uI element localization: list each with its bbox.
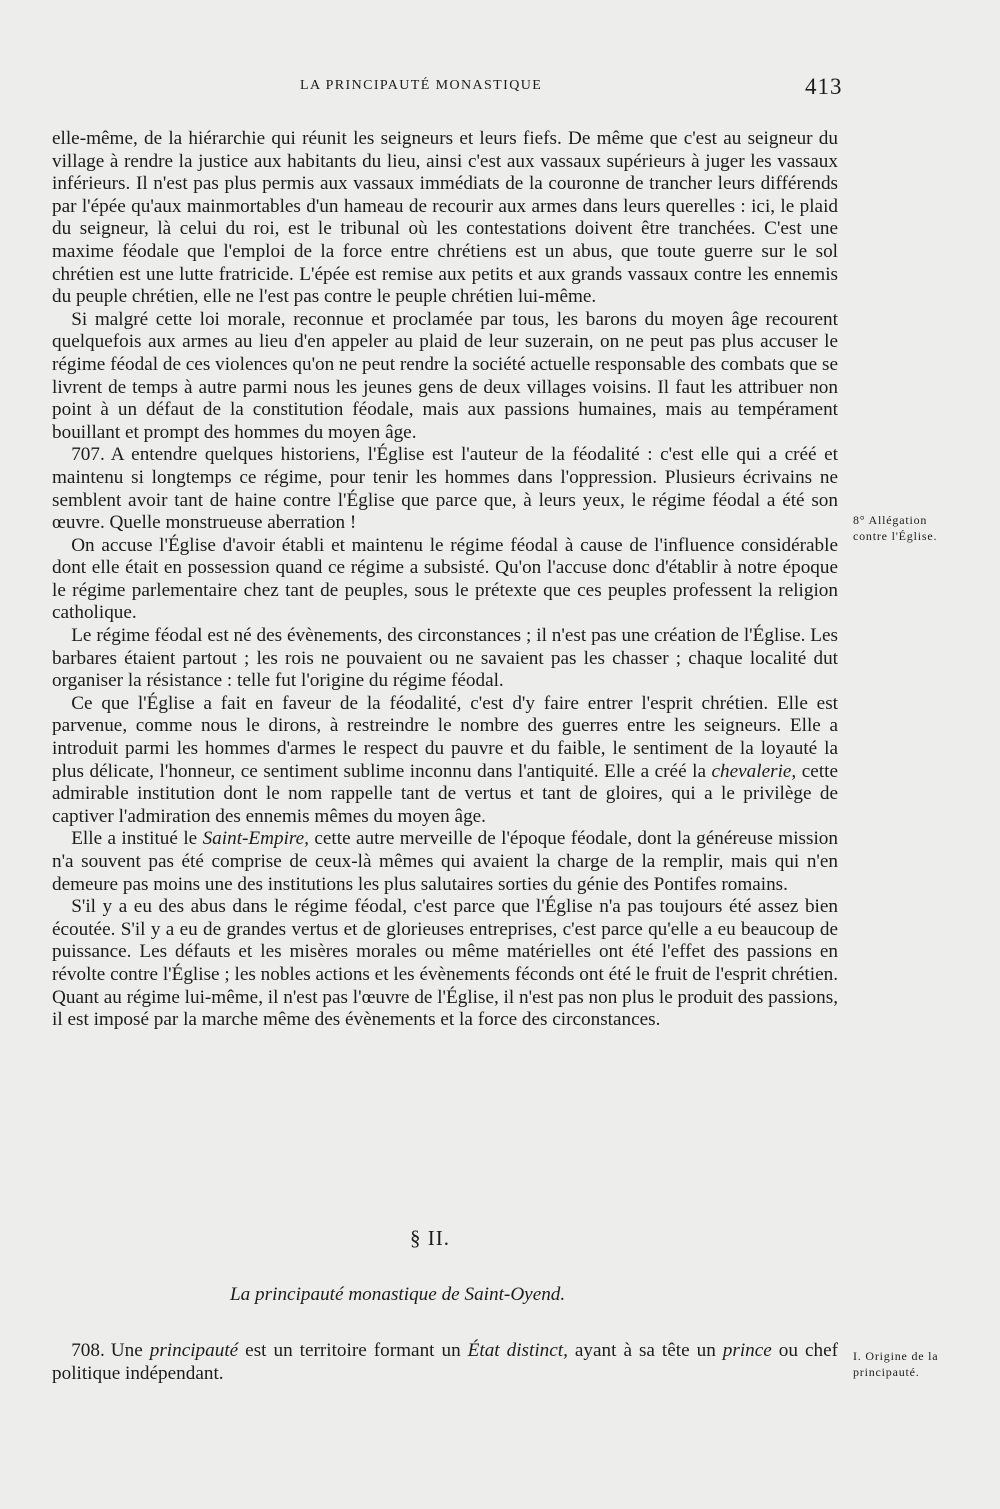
paragraph-708 — [52, 1340, 838, 1385]
italic-term: chevalerie, — [711, 760, 797, 782]
paragraph: Elle a institué le Saint-Empire, cette autre merveille de l'époque féodale, dont la généreuse mission n'a souvent pas été comprise de ceux-là mêmes qui avaient la charge de la remplir, mais qui n'en demeure pas moins une des institutions les plus salutaires sorties du génie des Pontifes romains. — [52, 828, 838, 895]
paragraph: S'il y a eu des abus dans le régime féodal, c'est parce que l'Église n'a pas toujours été assez bien écoutée. S'il y a eu de grandes vertus et de glorieuses entreprises, c'est parce qu'elle a eu beaucoup de puissance. Les défauts et les misères morales ou même matérielles ont été l'effet des passions en révolte contre l'Église ; les nobles actions et les évènements féconds ont été le fruit de l'esprit chrétien. Quant au régime lui-même, il n'est pas l'œuvre de l'Église, il n'est pas non plus le produit des passions, il est imposé par la marche même des évènements et la force des circonstances. — [52, 896, 838, 1031]
paragraph: Le régime féodal est né des évènements, des circonstances ; il n'est pas une création de l'Église. Les barbares étaient partout ; les rois ne pouvaient ou ne savaient pas les chasser ; chaque localité dut organiser la résistance : telle fut l'origine du régime féodal. — [52, 625, 838, 692]
section-mark: § II. — [410, 1226, 450, 1250]
main-text — [52, 128, 838, 1032]
margin-note: I. Origine de la principauté. — [853, 1349, 939, 1379]
paragraph: Si malgré cette loi morale, reconnue et proclamée par tous, les barons du moyen âge recourent quelquefois aux armes au lieu d'en appeler au plaid de leur suzerain, on ne peut pas plus accuser le régime féodal de ces violences qu'on ne peut rendre la société actuelle responsable des combats que se livrent de temps à autre parmi nous les jeunes gens de deux villages voisins. Il faut les attribuer non point à un défaut de la constitution féodale, mais aux passions humaines, mais au tempérament bouillant et prompt des hommes du moyen âge. — [52, 308, 838, 443]
paragraph: On accuse l'Église d'avoir établi et maintenu le régime féodal à cause de l'influence considérable dont elle était en possession quand ce régime a subsisté. Qu'on l'accuse donc d'établir à notre époque le régime parlementaire chez tant de peuples, sous le prétexte que ces peuples professent la religion catholique. — [52, 534, 838, 624]
paragraph: 708. Une principauté est un territoire formant un État distinct, ayant à sa tête un prince ou chef politique indépendant. — [52, 1340, 838, 1384]
margin-note: 8° Allégation contre l'Église. — [853, 513, 938, 543]
paragraph-707: 707. A entendre quelques historiens, l'Église est l'auteur de la féodalité : c'est elle qui a créé et maintenu si longtemps ce régime, pour tenir les hommes dans l'oppression. Plusieurs écrivains ne semblent avoir tant de haine contre l'Église que parce que, à leurs yeux, le régime féodal a été son œuvre. Quelle monstrueuse aberration ! — [52, 444, 838, 534]
paragraph: Ce que l'Église a fait en faveur de la féodalité, c'est d'y faire entrer l'esprit chrétien. Elle est parvenue, comme nous le dirons, à restreindre le nombre des guerres entre les seigneurs. Elle a introduit parmi les hommes d'armes le respect du pauvre et du faible, le sentiment de la loyauté la plus délicate, l'honneur, ce sentiment sublime inconnu dans l'antiquité. Elle a créé la chevalerie, cette admirable institution dont le nom rappelle tant de vertus et tant de gloires, qui a le privilège de captiver l'admiration des ennemis mêmes du moyen âge. — [52, 692, 838, 827]
section-title: La principauté monastique de Saint-Oyend. — [230, 1284, 566, 1305]
italic-term: Saint-Empire, — [202, 828, 309, 850]
paragraph-number: 707. — [71, 444, 105, 466]
paragraph-number: 708. — [71, 1340, 105, 1361]
paragraph: elle-même, de la hiérarchie qui réunit les seigneurs et leurs fiefs. De même que c'est au seigneur du village à rendre la justice aux habitants du lieu, ainsi c'est aux vassaux supérieurs à juger les vassaux inférieurs. Il n'est pas plus permis aux vassaux immédiats de la couronne de trancher leurs différends par l'épée qu'aux mainmortables d'un hameau de recourir aux armes dans leurs querelles : ici, le plaid du seigneur, là celui du roi, est le tribunal où les contestations doivent être tranchées. C'est une maxime féodale que l'emploi de la force entre chrétiens est un abus, que toute guerre sur le sol chrétien est une lutte fratricide. L'épée est remise aux petits et aux grands vassaux contre les ennemis du peuple chrétien, elle ne l'est pas contre le peuple chrétien lui-même. — [52, 128, 838, 308]
page-number: 413 — [805, 74, 843, 99]
running-head: LA PRINCIPAUTÉ MONASTIQUE — [300, 78, 543, 93]
